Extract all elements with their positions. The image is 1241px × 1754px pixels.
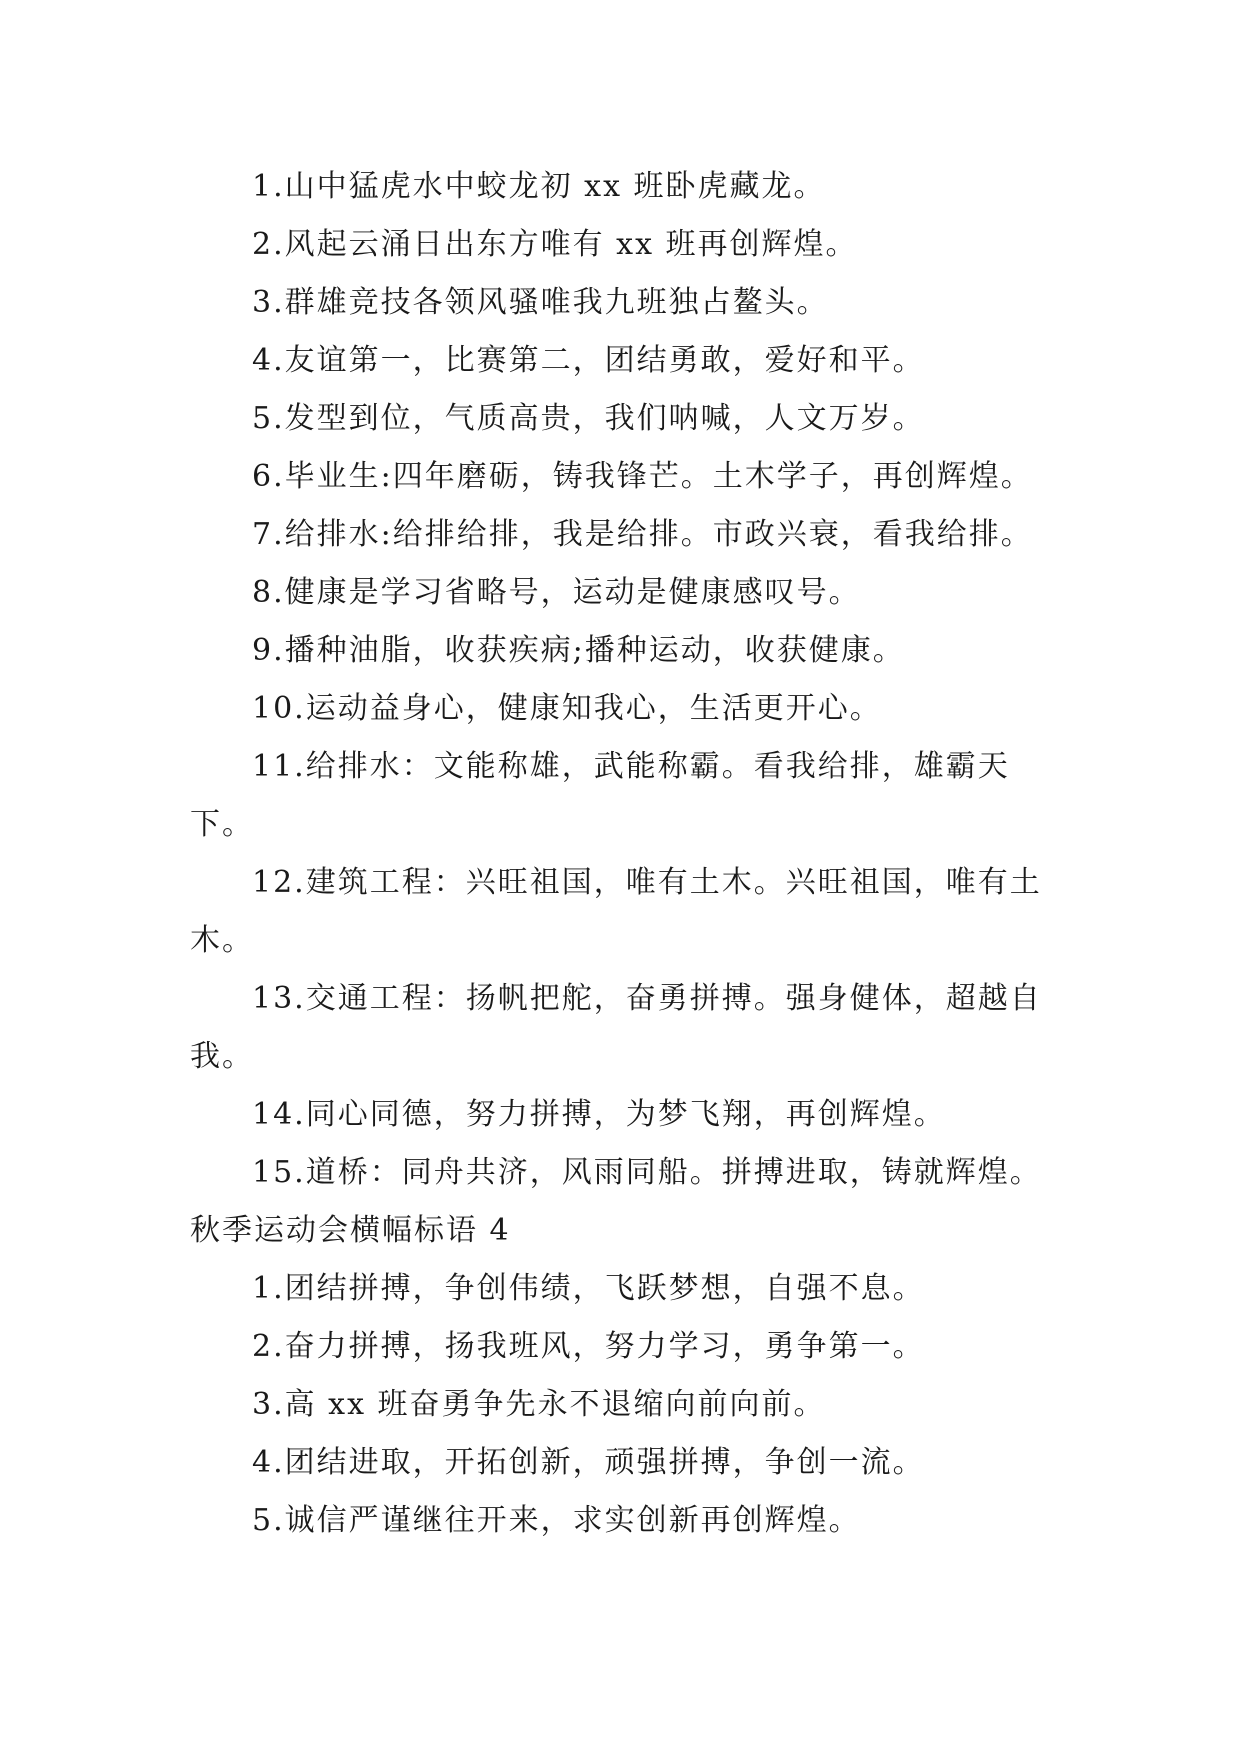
slogan-paragraph: 11.给排水：文能称雄，武能称霸。看我给排，雄霸天下。 <box>190 749 1010 842</box>
document-body <box>190 158 1070 1550</box>
slogan-paragraph: 1.山中猛虎水中蛟龙初 xx 班卧虎藏龙。 <box>252 169 826 204</box>
slogan-paragraph: 5.诚信严谨继往开来，求实创新再创辉煌。 <box>252 1503 861 1538</box>
slogan-paragraph: 15.道桥：同舟共济，风雨同船。拼搏进取，铸就辉煌。 <box>252 1155 1042 1190</box>
slogan-paragraph: 14.同心同德，努力拼搏，为梦飞翔，再创辉煌。 <box>252 1097 946 1132</box>
slogan-paragraph: 3.高 xx 班奋勇争先永不退缩向前向前。 <box>252 1387 826 1422</box>
section-heading: 秋季运动会横幅标语 4 <box>190 1213 511 1248</box>
slogan-paragraph: 4.友谊第一，比赛第二，团结勇敢，爱好和平。 <box>252 343 925 378</box>
slogan-paragraph: 12.建筑工程：兴旺祖国，唯有土木。兴旺祖国，唯有土木。 <box>190 865 1042 958</box>
slogan-paragraph: 9.播种油脂，收获疾病;播种运动，收获健康。 <box>252 633 905 668</box>
slogan-paragraph: 13.交通工程：扬帆把舵，奋勇拼搏。强身健体，超越自我。 <box>190 981 1042 1074</box>
slogan-paragraph: 6.毕业生:四年磨砺，铸我锋芒。土木学子，再创辉煌。 <box>252 459 1033 494</box>
slogan-paragraph: 10.运动益身心，健康知我心，生活更开心。 <box>252 691 882 726</box>
slogan-paragraph: 2.风起云涌日出东方唯有 xx 班再创辉煌。 <box>252 227 858 262</box>
slogan-paragraph: 8.健康是学习省略号，运动是健康感叹号。 <box>252 575 861 610</box>
slogan-paragraph: 7.给排水:给排给排，我是给排。市政兴衰，看我给排。 <box>252 517 1033 552</box>
slogan-paragraph: 5.发型到位，气质高贵，我们呐喊，人文万岁。 <box>252 401 925 436</box>
slogan-paragraph: 3.群雄竞技各领风骚唯我九班独占鳌头。 <box>252 285 829 320</box>
slogan-paragraph: 2.奋力拼搏，扬我班风，努力学习，勇争第一。 <box>252 1329 925 1364</box>
slogan-paragraph: 1.团结拼搏，争创伟绩，飞跃梦想，自强不息。 <box>252 1271 925 1306</box>
slogan-paragraph: 4.团结进取，开拓创新，顽强拼搏，争创一流。 <box>252 1445 925 1480</box>
